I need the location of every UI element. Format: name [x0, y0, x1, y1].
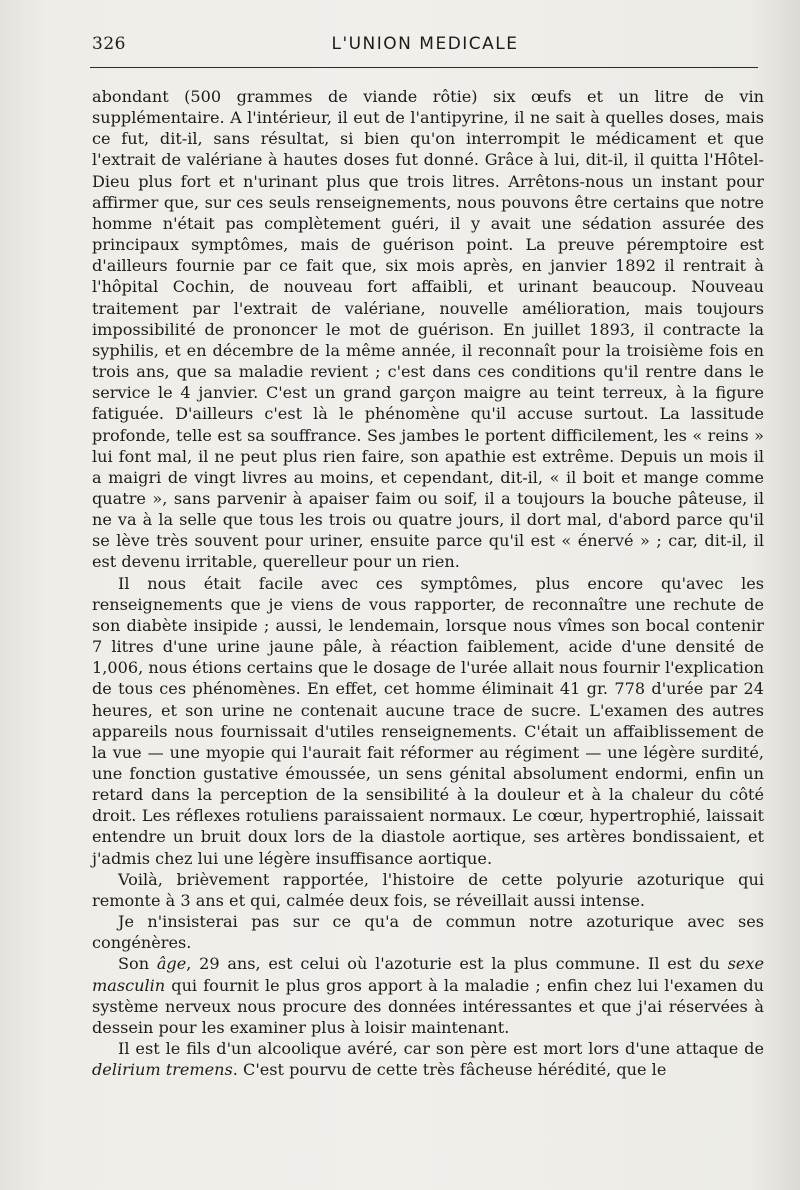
italic-term: âge	[156, 954, 187, 974]
running-title: L'UNION MEDICALE	[331, 34, 519, 54]
text-run: Il est le fils d'un alcoolique avéré, car son père est mort lors d'une attaque de	[118, 1039, 764, 1059]
text-run: , 29 ans, est celui où l'azoturie est la plus commune. Il est du	[186, 954, 728, 974]
italic-term: sexe masculin	[92, 954, 764, 995]
paragraph	[92, 1038, 764, 1080]
page-header	[92, 34, 758, 60]
paragraph: abondant (500 grammes de viande rôtie) six œufs et un litre de vin supplémentaire. A l'intérieur, il eut de l'antipyrine, il ne sait à quelles doses, mais ce fut, dit-il, sans résultat, si bien qu'on interrompit le médicament et que l'extrait de valériane à hautes doses fut donné. Grâce à lui, dit-il, il quitta l'Hôtel-Dieu plus fort et n'urinant plus que trois litres. Arrêtons-nous un instant pour affirmer que, sur ces seuls renseignements, nous pouvons être certains que notre homme n'était pas complètement guéri, il y avait une sédation assurée des principaux symptômes, mais de guérison point. La preuve péremptoire est d'ailleurs fournie par ce fait que, six mois après, en janvier 1892 il rentrait à l'hôpital Cochin, de nouveau fort affaibli, et urinant beaucoup. Nouveau traitement par l'extrait de valériane, nouvelle amélioration, mais toujours impossibilité de prononcer le mot de guérison. En juillet 1893, il contracte la syphilis, et en décembre de la même année, il reconnaît pour la troisième fois en trois ans, que sa maladie revient ; c'est dans ces conditions qu'il rentre dans le service le 4 janvier. C'est un grand garçon maigre au teint terreux, à la figure fatiguée. D'ailleurs c'est là le phénomène qu'il accuse surtout. La lassitude profonde, telle est sa souffrance. Ses jambes le portent difficilement, les « reins » lui font mal, il ne peut plus rien faire, son apathie est extrême. Depuis un mois il a maigri de vingt livres au moins, et cependant, dit-il, « il boit et mange comme quatre », sans parvenir à apaiser faim ou soif, il a toujours la bouche pâteuse, il ne va à la selle que tous les trois ou quatre jours, il dort mal, d'abord parce qu'il se lève très souvent pour uriner, ensuite parce qu'il est « énervé » ; car, dit-il, il est devenu irritable, querelleur pour un rien.	[92, 87, 764, 572]
header-rule	[90, 67, 758, 68]
text-run: qui fournit le plus gros apport à la maladie ; enfin chez lui l'examen du système nerveux nous procure des données intéressantes et que j'ai réservées à dessein pour les examiner plus à loisir maintenant.	[92, 975, 764, 1037]
paragraph: Voilà, brièvement rapportée, l'histoire de cette polyurie azoturique qui remonte à 3 ans et qui, calmée deux fois, se réveillait aussi intense.	[92, 869, 764, 910]
text-run: Son	[118, 954, 157, 974]
body-text	[92, 86, 764, 1080]
page-number: 326	[92, 34, 126, 54]
italic-term: delirium tremens	[92, 1060, 233, 1080]
paragraph: Je n'insisterai pas sur ce qu'a de commun notre azoturique avec ses congénères.	[92, 912, 764, 953]
paragraph	[92, 953, 764, 1038]
paragraph: Il nous était facile avec ces symptômes, plus encore qu'avec les renseignements que je viens de vous rapporter, de reconnaître une rechute de son diabète insipide ; aussi, le lendemain, lorsque nous vîmes son bocal contenir 7 litres d'une urine jaune pâle, à réaction faiblement, acide d'une densité de 1,006, nous étions certains que le dosage de l'urée allait nous fournir l'explication de tous ces phénomènes. En effet, cet homme éliminait 41 gr. 778 d'urée par 24 heures, et son urine ne contenait aucune trace de sucre. L'examen des autres appareils nous fournissait d'utiles renseignements. C'était un affaiblissement de la vue — une myopie qui l'aurait fait réformer au régiment — une légère surdité, une fonction gustative émoussée, un sens génital absolument endormi, enfin un retard dans la perception de la sensibilité à la douleur et à la chaleur du côté droit. Les réflexes rotuliens paraissaient normaux. Le cœur, hypertrophié, laissait entendre un bruit doux lors de la diastole aortique, ses artères bondissaient, et j'admis chez lui une légère insuffisance aortique.	[92, 573, 764, 868]
text-run: . C'est pourvu de cette très fâcheuse hérédité, que le	[232, 1060, 667, 1080]
